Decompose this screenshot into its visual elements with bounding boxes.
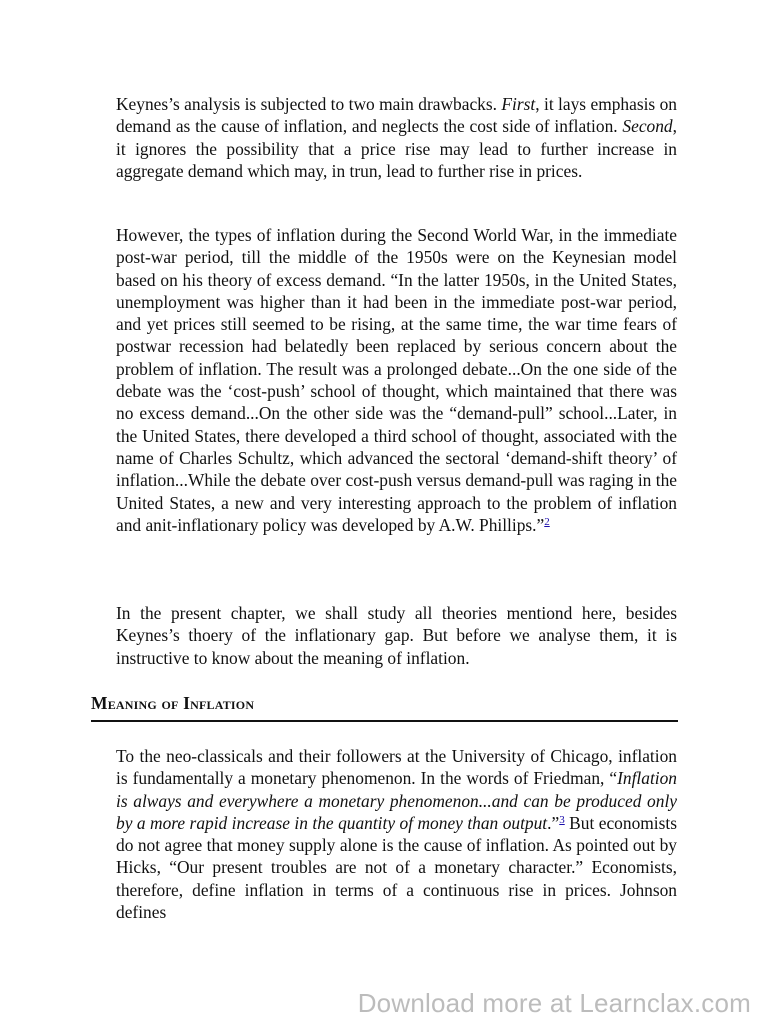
paragraph-inflation-debate <box>116 224 677 536</box>
p4-text-1: To the neo-classicals and their followers at the University of Chicago, inflation is fundamentally a monetary phenomenon. In the words of Friedman, “ <box>116 746 677 789</box>
p4-text-3: But economists do not agree that money supply alone is the cause of inflation. As pointed out by Hicks, “Our present troubles are not of a monetary character.” Economists, therefore, define inflation in terms of a continuous rise in prices. Johnson defines <box>116 812 677 923</box>
p1-text-2: , it lays emphasis on demand as the cause of inflation, and neglects the cost side of inflation. <box>116 94 677 137</box>
p1-emphasis-second: Second <box>622 116 673 137</box>
p1-text-1: Keynes’s analysis is subjected to two main drawbacks. <box>116 94 502 114</box>
footnote-ref-2 <box>544 516 550 528</box>
footnote-link-2[interactable]: 2 <box>544 515 550 528</box>
p3-text: In the present chapter, we shall study all theories mentiond here, besides Keynes’s thoery of the inflationary gap. But before we analyse them, it is instructive to know about the meaning of inflation. <box>116 603 677 668</box>
p2-text: However, the types of inflation during the Second World War, in the immediate post-war period, till the middle of the 1950s were on the Keynesian model based on his theory of excess demand. “In the latter 1950s, in the United States, unemployment was higher than it had been in the immediate post-war period, and yet prices still seemed to be rising, at the same time, the war time fears of postwar recession had belatedly been replaced by serious concern about the problem of inflation. The result was a prolonged debate...On the one side of the debate was the ‘cost-push’ school of thought, which maintained that there was no excess demand...On the other side was the “demand-pull” school...Later, in the United States, there developed a third school of thought, associated with the name of Charles Schultz, which advanced the sectoral ‘demand-shift theory’ of inflation...While the debate over cost-push versus demand-pull was raging in the United States, a new and very interesting approach to the problem of inflation and anit-inflationary policy was developed by A.W. Phillips.” <box>116 225 677 535</box>
p1-emphasis-first: First <box>501 94 536 114</box>
footnote-link-3[interactable]: 3 <box>559 813 565 826</box>
paragraph-meaning <box>116 745 677 923</box>
p4-friedman-quote: Inflation is always and everywhere a monetary phenomenon...and can be produced only by a more rapid increase in the quantity of money than output <box>116 768 677 833</box>
section-heading: Meaning of Inflation <box>91 693 255 713</box>
paragraph-drawbacks <box>116 93 677 182</box>
heading-rule <box>91 720 678 722</box>
p4-text-2: .” <box>547 812 560 833</box>
watermark: Download more at Learnclax.com <box>357 988 751 1018</box>
paragraph-chapter-intro <box>116 602 677 669</box>
p1-text-3: , it ignores the possibility that a price rise may lead to further increase in aggregate demand which may, in trun, lead to further rise in prices. <box>116 116 677 181</box>
